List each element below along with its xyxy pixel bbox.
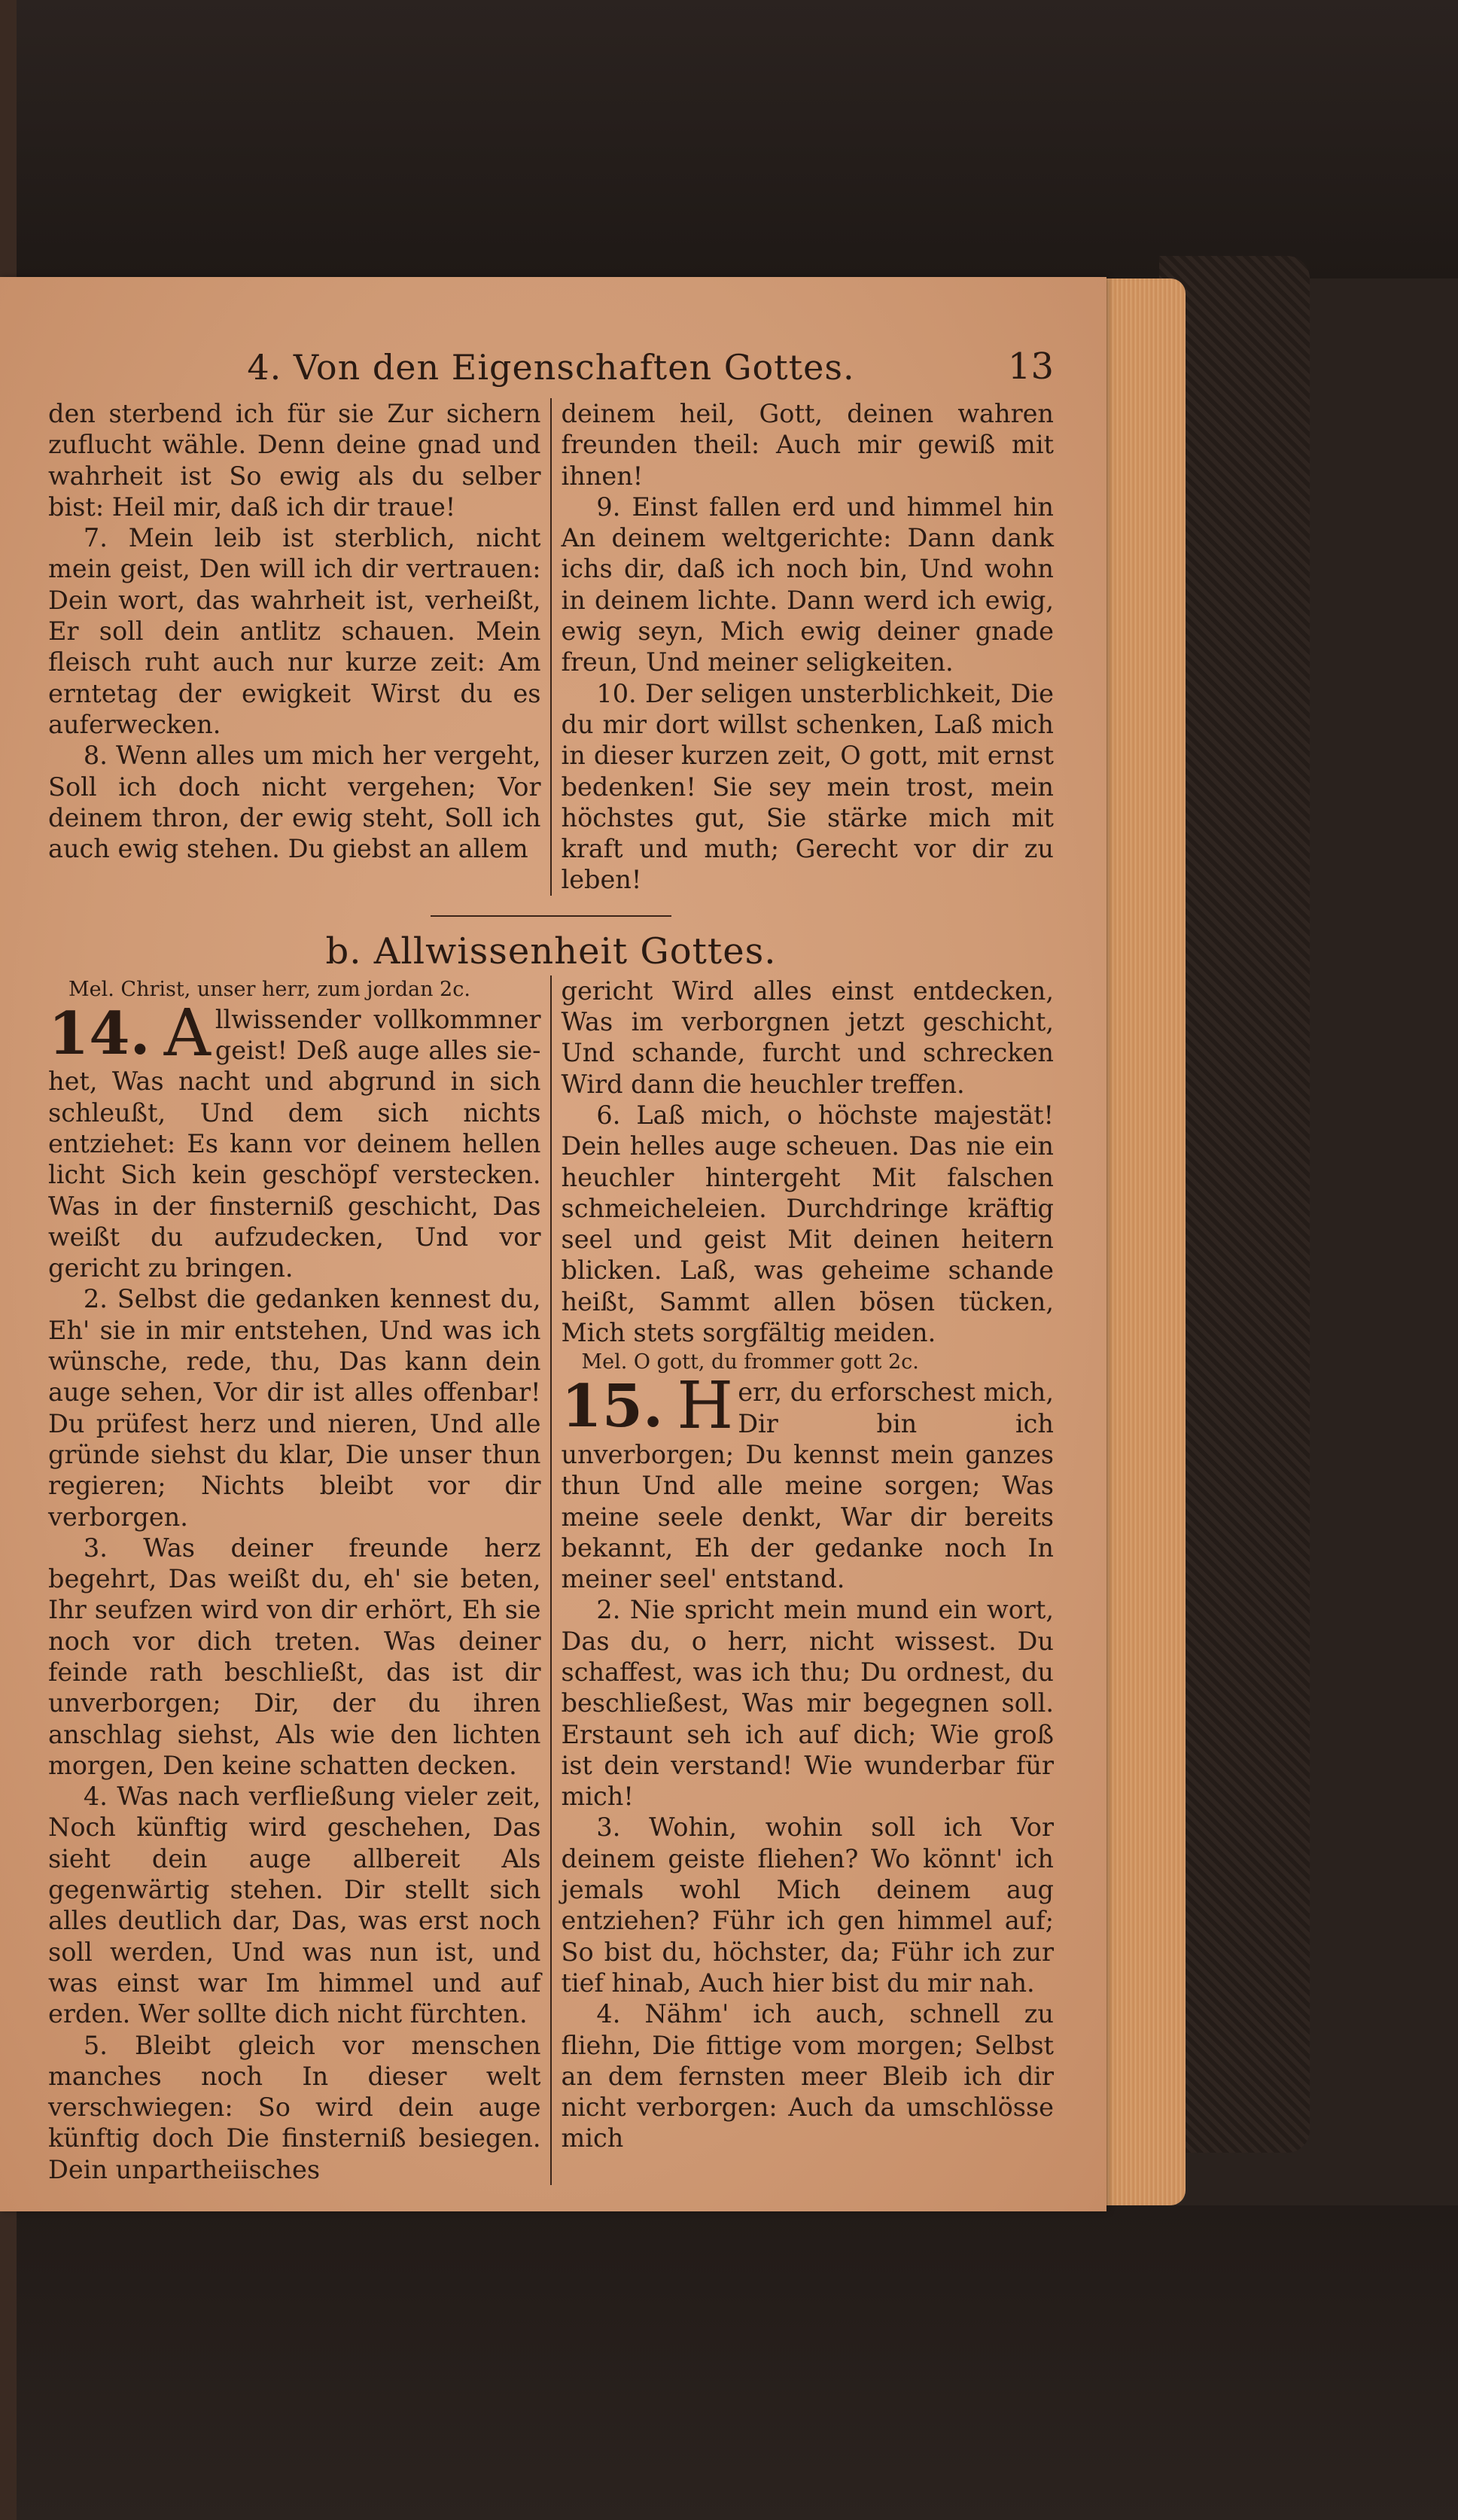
drop-initial: H [677, 1368, 734, 1444]
top-columns [48, 398, 1054, 896]
page-edges [1095, 278, 1186, 2205]
hymn-15-number: 15. [561, 1372, 664, 1441]
top-left-column [48, 398, 550, 896]
section-divider [431, 915, 671, 917]
hymn-14-verse-1 [48, 995, 541, 1284]
verse-9: 9. Einst fallen erd und himmel hin An deinem weltgerichte: Dann dank ichs dir, daß ich noch bin, Und wohn in deinem lichte. Dann werd ich ewig, ewig seyn, Mich ewig deiner gnade freun, Und meiner seligkeiten. [561, 492, 1054, 677]
top-right-column [552, 398, 1055, 896]
page-text [48, 342, 1054, 2185]
hymn-14-verse-3: 3. Was deiner freunde herz begehrt, Das weißt du, eh' sie beten, Ihr seufzen wird von dir erhört, Eh sie noch vor dich treten. Was deiner feinde rath beschließt, das ist dir unverborgen; Dir, der du ihren anschlag siehst, Als wie den lichten morgen, Den keine schatten decken. [48, 1532, 541, 1780]
verse-10: 10. Der seligen unsterblichkeit, Die du mir dort willst schenken, Laß mich in dieser kurzen zeit, O gott, mit ernst bedenken! Sie sey mein trost, mein höchstes gut, Sie stärke mich mit kraft und muth; Gerecht vor dir zu leben! [561, 678, 1054, 895]
hymn-15-verse-4: 4. Nähm' ich auch, schnell zu fliehn, Die fittige vom morgen; Selbst an dem fernsten meer Bleib ich dir nicht verborgen: Auch da umschlösse mich [561, 1999, 1054, 2153]
page-number: 13 [1007, 345, 1054, 388]
background-top [0, 0, 1458, 278]
bottom-right-column [552, 975, 1055, 2185]
hymn-14-carry: gericht Wird alles einst entdecken, Was im verborgnen jetzt geschicht, Und schande, furcht und schrecken Wird dann die heuchler treffen. [561, 975, 1054, 1099]
bottom-left-column [48, 975, 550, 2185]
hymn-14-verse-6: 6. Laß mich, o höchste majestät! Dein helles auge scheuen. Das nie ein heuchler hintergeht Mit falschen schmeicheleien. Durchdringe kräftig seel und geist Mit deinen heitern blicken. Laß, was geheime schande heißt, Sammt allen bösen tücken, Mich stets sorgfältig meiden. [561, 1100, 1054, 1348]
bottom-columns [48, 975, 1054, 2185]
verse-text: err, du erforschest mich, Dir bin ich unverborgen; Du kennst mein ganzes thun Und alle meine sorgen; Was meine seele denkt, War dir bereits bekannt, Eh der gedanke noch In meiner seel' entstand. [561, 1377, 1054, 1594]
hymn-14-verse-5: 5. Bleibt gleich vor menschen manches noch In dieser welt verschwiegen: So wird dein auge künftig doch Die finsterniß besiegen. Dein unpartheiisches [48, 2030, 541, 2184]
hymn-15-verse-3: 3. Wohin, wohin soll ich Vor deinem geiste fliehen? Wo könnt' ich jemals wohl Mich deinem aug entziehen? Führ ich gen himmel auf; So bist du, höchster, da; Führ ich zur tief hinab, Auch hier bist du mir nah. [561, 1812, 1054, 1998]
hymn-14-number: 14. [48, 999, 151, 1068]
background-bottom [0, 2205, 1458, 2520]
hymn-14-melody: Mel. Christ, unser herr, zum jordan 2c. [68, 977, 470, 1001]
verse-7: 7. Mein leib ist sterblich, nicht mein geist, Den will ich dir vertrauen: Dein wort, das wahrheit ist, verheißt, Er soll dein antlitz schauen. Mein fleisch ruht auch nur kurze zeit: Am erntetag der ewigkeit Wirst du es auferwecken. [48, 523, 541, 739]
hymn-14-verse-2: 2. Selbst die gedanken kennest du, Eh' sie in mir entstehen, Und was ich wünsche, rede, thu, Das kann dein auge sehen, Vor dir ist alles offenbar! Du prüfest herz und nieren, Und alle gründe siehst du klar, Die unser thun regieren; Nichts bleibt vor dir verborgen. [48, 1284, 541, 1532]
section-title: b. Allwissenheit Gottes. [325, 930, 777, 972]
hymn-14-verse-4: 4. Was nach verfließung vieler zeit, Noch künftig wird geschehen, Das sieht dein auge allbereit Als gegenwärtig stehen. Dir stellt sich alles deutlich dar, Das, was erst noch soll werden, Und was nun ist, und was einst war Im himmel und auf erden. Wer sollte dich nicht fürchten. [48, 1782, 541, 2029]
hymn-15-melody: Mel. O gott, du frommer gott 2c. [581, 1350, 919, 1374]
running-title: 4. Von den Eigenschaften Gottes. [247, 347, 855, 388]
page-header [48, 342, 1054, 398]
verse-carry: den sterbend ich für sie Zur sichern zuflucht wähle. Denn deine gnad und wahrheit ist So ewig als du selber bist: Heil mir, daß ich dir traue! [48, 399, 541, 522]
hymn-15-verse-2: 2. Nie spricht mein mund ein wort, Das du, o herr, nicht wissest. Du schaffest, was ich thu; Du ordnest, du beschließest, Was mir begegnen soll. Erstaunt seh ich auf dich; Wie groß ist dein verstand! Wie wunderbar für mich! [561, 1595, 1054, 1812]
drop-initial: A [163, 995, 211, 1071]
verse-8: 8. Wenn alles um mich her vergeht, Soll ich doch nicht vergehen; Vor deinem thron, der ewig steht, Soll ich auch ewig stehen. Du giebst an allem [48, 741, 541, 864]
verse-text: llwissender vollkommner geist! Deß auge alles sie-het, Was nacht und abgrund in sich schleußt, Und dem sich nichts entziehet: Es kann vor deinem hellen licht Sich kein geschöpf verstecken. Was in der finsterniß geschicht, Das weißt du aufzudecken, Und vor gericht zu bringen. [48, 1004, 541, 1283]
verse-carry: deinem heil, Gott, deinen wahren freunden theil: Auch mir gewiß mit ihnen! [561, 399, 1054, 491]
hymn-15-verse-1 [561, 1368, 1055, 1594]
